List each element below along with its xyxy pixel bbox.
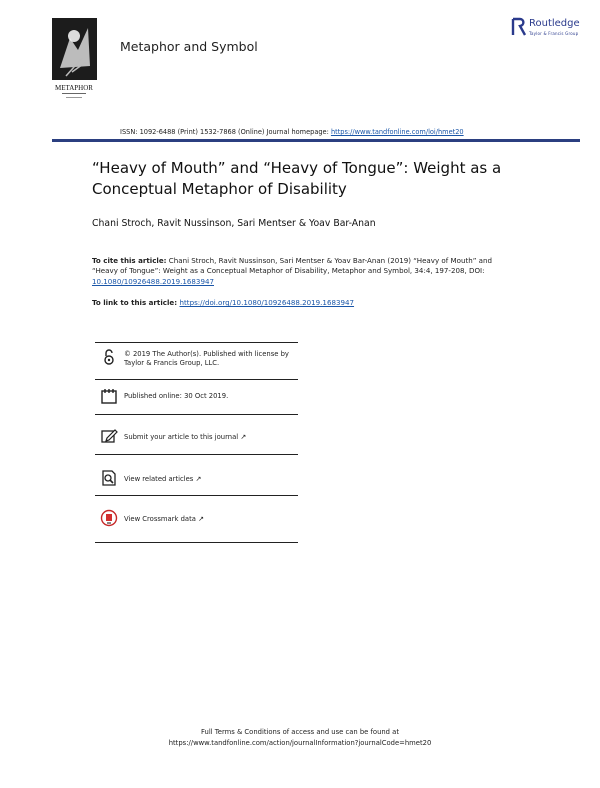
issn-text: ISSN: 1092-6488 (Print) 1532-7868 (Online) Journal homepage: [120,128,331,136]
article-authors: Chani Stroch, Ravit Nussinson, Sari Mentser & Yoav Bar-Anan [92,218,376,229]
publisher-subname: Taylor & Francis Group [529,31,579,36]
link-label: To link to this article: [92,298,180,307]
article-title: “Heavy of Mouth” and “Heavy of Tongue”: Weight as a Conceptual Metaphor of Disability [92,159,502,198]
submit-article-link[interactable] [124,433,294,442]
footer-terms-url[interactable]: https://www.tandfonline.com/action/journalInformation?journalCode=hmet20 [168,739,432,747]
divider [95,414,298,415]
header-divider [52,139,580,142]
footer [0,727,600,749]
submit-article-label: Submit your article to this journal [124,433,239,441]
crossmark-label: View Crossmark data [124,515,196,523]
journal-cover-image [52,18,97,104]
citation-label: To cite this article: [92,256,167,265]
citation-text: Chani Stroch, Ravit Nussinson, Sari Mentser & Yoav Bar-Anan (2019) “Heavy of Mouth” and “Heavy of Tongue”: Weight as a Conceptual Metaphor of Disability, Metaphor and Symbol, 34:4, 197-208, DOI: [92,256,493,276]
open-access-icon [100,348,118,366]
article-link-line [92,298,354,307]
external-link-icon: ↗ [195,475,202,483]
journal-homepage-link[interactable]: https://www.tandfonline.com/loi/hmet20 [330,128,464,136]
svg-text:METAPHOR: METAPHOR [55,84,93,92]
citation-block [92,256,512,287]
article-doi-url[interactable]: https://doi.org/10.1080/10926488.2019.1683947 [179,298,355,307]
related-articles-link[interactable] [124,475,294,484]
external-link-icon: ↗ [240,433,247,441]
issn-line [120,128,464,136]
external-link-icon: ↗ [198,515,204,523]
related-articles-label: View related articles [124,475,194,483]
divider [95,342,298,343]
crossmark-link[interactable] [124,515,294,524]
doi-link[interactable]: 10.1080/10926488.2019.1683947 [92,276,214,286]
search-document-icon [100,469,118,487]
calendar-icon [100,387,118,405]
divider [95,454,298,455]
crossmark-icon [100,509,118,527]
routledge-logo-icon [510,17,528,37]
license-text: © 2019 The Author(s). Published with license by Taylor & Francis Group, LLC. [124,350,289,368]
divider [95,379,298,380]
divider [95,542,298,543]
edit-icon [100,427,118,445]
publisher-name: Routledge [529,18,580,29]
footer-terms-text: Full Terms & Conditions of access and use can be found at [201,728,399,736]
journal-title[interactable]: Metaphor and Symbol [120,39,258,54]
published-date-text: Published online: 30 Oct 2019. [124,392,229,400]
divider [95,495,298,496]
